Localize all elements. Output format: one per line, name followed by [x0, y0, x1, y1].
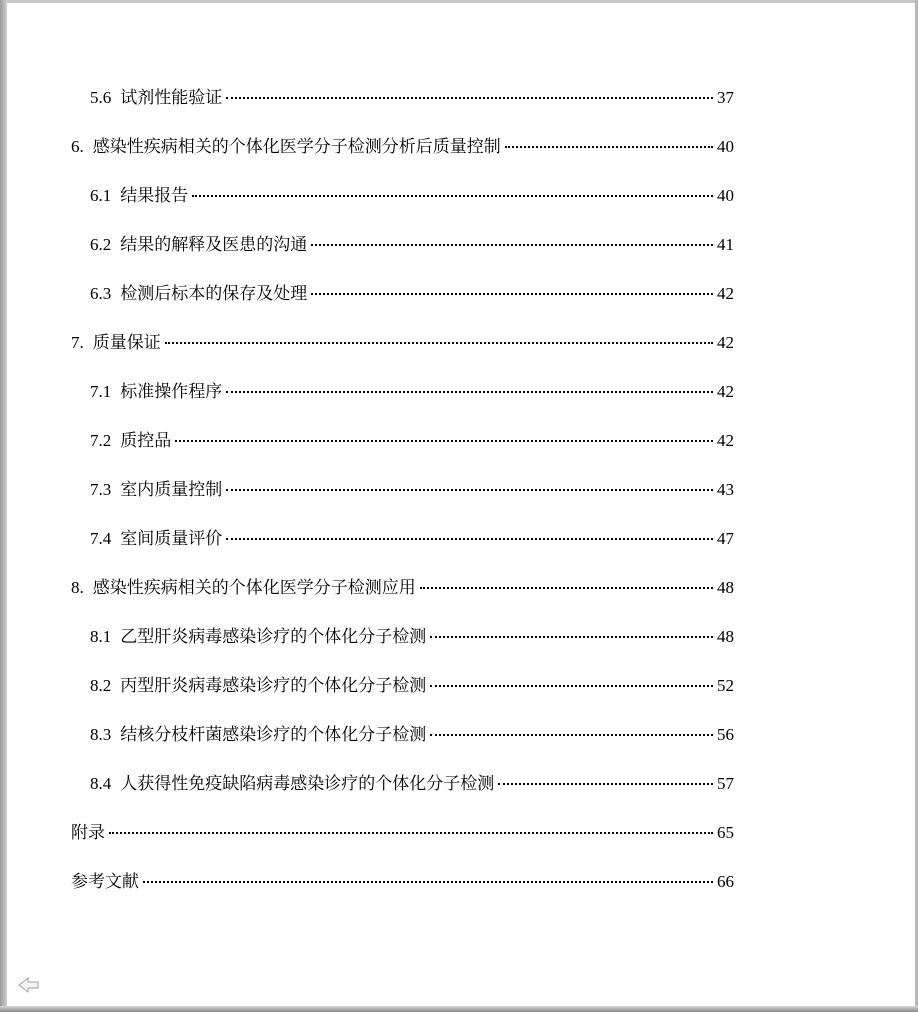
toc-entry-page-number: 66 — [717, 872, 734, 891]
toc-dot-leader — [311, 293, 713, 295]
toc-entry-title: 结果报告 — [120, 186, 189, 205]
toc-entry[interactable] — [71, 135, 734, 184]
toc-entry[interactable] — [71, 723, 734, 772]
toc-entry-number: 7.1 — [90, 382, 112, 401]
toc-entry-number: 6.2 — [90, 235, 112, 254]
toc-entry-number: 8.1 — [90, 627, 112, 646]
toc-dot-leader — [430, 685, 713, 687]
toc-entry-page-number: 47 — [717, 529, 734, 548]
toc-entry-title: 乙型肝炎病毒感染诊疗的个体化分子检测 — [120, 627, 427, 646]
toc-entry[interactable] — [71, 674, 734, 723]
toc-entry-number: 8.4 — [90, 774, 112, 793]
toc-dot-leader — [175, 440, 713, 442]
toc-entry-number: 7.4 — [90, 529, 112, 548]
toc-entry-title: 标准操作程序 — [120, 382, 223, 401]
toc-entry-number: 7. — [71, 333, 84, 352]
toc-entry-number: 6.1 — [90, 186, 112, 205]
toc-entry-number: 8. — [71, 578, 84, 597]
toc-entry-title: 检测后标本的保存及处理 — [120, 284, 308, 303]
toc-dot-leader — [505, 146, 713, 148]
toc-entry-title: 质量保证 — [92, 333, 161, 352]
toc-entry-page-number: 56 — [717, 725, 734, 744]
toc-entry-title: 参考文献 — [71, 872, 139, 891]
toc-dot-leader — [109, 832, 713, 834]
toc-dot-leader — [226, 489, 713, 491]
toc-entry-number: 7.3 — [90, 480, 112, 499]
toc-entry-number: 8.2 — [90, 676, 112, 695]
toc-entry-page-number: 43 — [717, 480, 734, 499]
toc-entry-page-number: 52 — [717, 676, 734, 695]
toc-entry-number: 8.3 — [90, 725, 112, 744]
toc-entry-number: 6. — [71, 137, 84, 156]
toc-entry[interactable] — [71, 870, 734, 919]
toc-entry-page-number: 42 — [717, 333, 734, 352]
toc-entry[interactable] — [71, 625, 734, 674]
window-frame-bottom — [0, 1006, 918, 1012]
toc-entry-title: 感染性疾病相关的个体化医学分子检测应用 — [92, 578, 416, 597]
toc-entry[interactable] — [71, 821, 734, 870]
toc-entry-title: 结果的解释及医患的沟通 — [120, 235, 308, 254]
toc-entry[interactable] — [71, 576, 734, 625]
table-of-contents — [71, 86, 734, 919]
toc-entry[interactable] — [71, 478, 734, 527]
toc-dot-leader — [226, 97, 713, 99]
toc-entry[interactable] — [71, 429, 734, 478]
toc-entry-title: 感染性疾病相关的个体化医学分子检测分析后质量控制 — [92, 137, 501, 156]
toc-dot-leader — [420, 587, 713, 589]
toc-dot-leader — [311, 244, 713, 246]
toc-entry-page-number: 57 — [717, 774, 734, 793]
toc-entry-page-number: 40 — [717, 137, 734, 156]
window-frame-left — [0, 0, 7, 1012]
back-arrow-icon[interactable] — [18, 976, 40, 994]
toc-entry[interactable] — [71, 380, 734, 429]
toc-dot-leader — [165, 342, 713, 344]
toc-entry-page-number: 37 — [717, 88, 734, 107]
toc-entry-page-number: 48 — [717, 627, 734, 646]
toc-entry-title: 附录 — [71, 823, 105, 842]
toc-dot-leader — [192, 195, 713, 197]
toc-entry[interactable] — [71, 527, 734, 576]
toc-entry-page-number: 40 — [717, 186, 734, 205]
toc-dot-leader — [430, 636, 713, 638]
toc-entry-title: 试剂性能验证 — [120, 88, 223, 107]
toc-entry-title: 丙型肝炎病毒感染诊疗的个体化分子检测 — [120, 676, 427, 695]
toc-entry-title: 人获得性免疫缺陷病毒感染诊疗的个体化分子检测 — [120, 774, 495, 793]
toc-dot-leader — [226, 538, 713, 540]
toc-entry[interactable] — [71, 772, 734, 821]
toc-dot-leader — [226, 391, 713, 393]
toc-entry[interactable] — [71, 233, 734, 282]
toc-entry-title: 质控品 — [120, 431, 172, 450]
toc-entry-page-number: 48 — [717, 578, 734, 597]
toc-entry-page-number: 65 — [717, 823, 734, 842]
toc-entry-number: 5.6 — [90, 88, 112, 107]
toc-dot-leader — [143, 881, 713, 883]
toc-entry-page-number: 42 — [717, 284, 734, 303]
toc-entry[interactable] — [71, 86, 734, 135]
toc-entry-page-number: 41 — [717, 235, 734, 254]
toc-entry-number: 7.2 — [90, 431, 112, 450]
toc-entry-title: 室内质量控制 — [120, 480, 223, 499]
toc-entry[interactable] — [71, 184, 734, 233]
toc-entry-title: 结核分枝杆菌感染诊疗的个体化分子检测 — [120, 725, 427, 744]
toc-dot-leader — [430, 734, 713, 736]
toc-entry[interactable] — [71, 282, 734, 331]
toc-dot-leader — [498, 783, 713, 785]
toc-entry-title: 室间质量评价 — [120, 529, 223, 548]
toc-entry-number: 6.3 — [90, 284, 112, 303]
toc-entry-page-number: 42 — [717, 431, 734, 450]
toc-entry-page-number: 42 — [717, 382, 734, 401]
toc-entry[interactable] — [71, 331, 734, 380]
